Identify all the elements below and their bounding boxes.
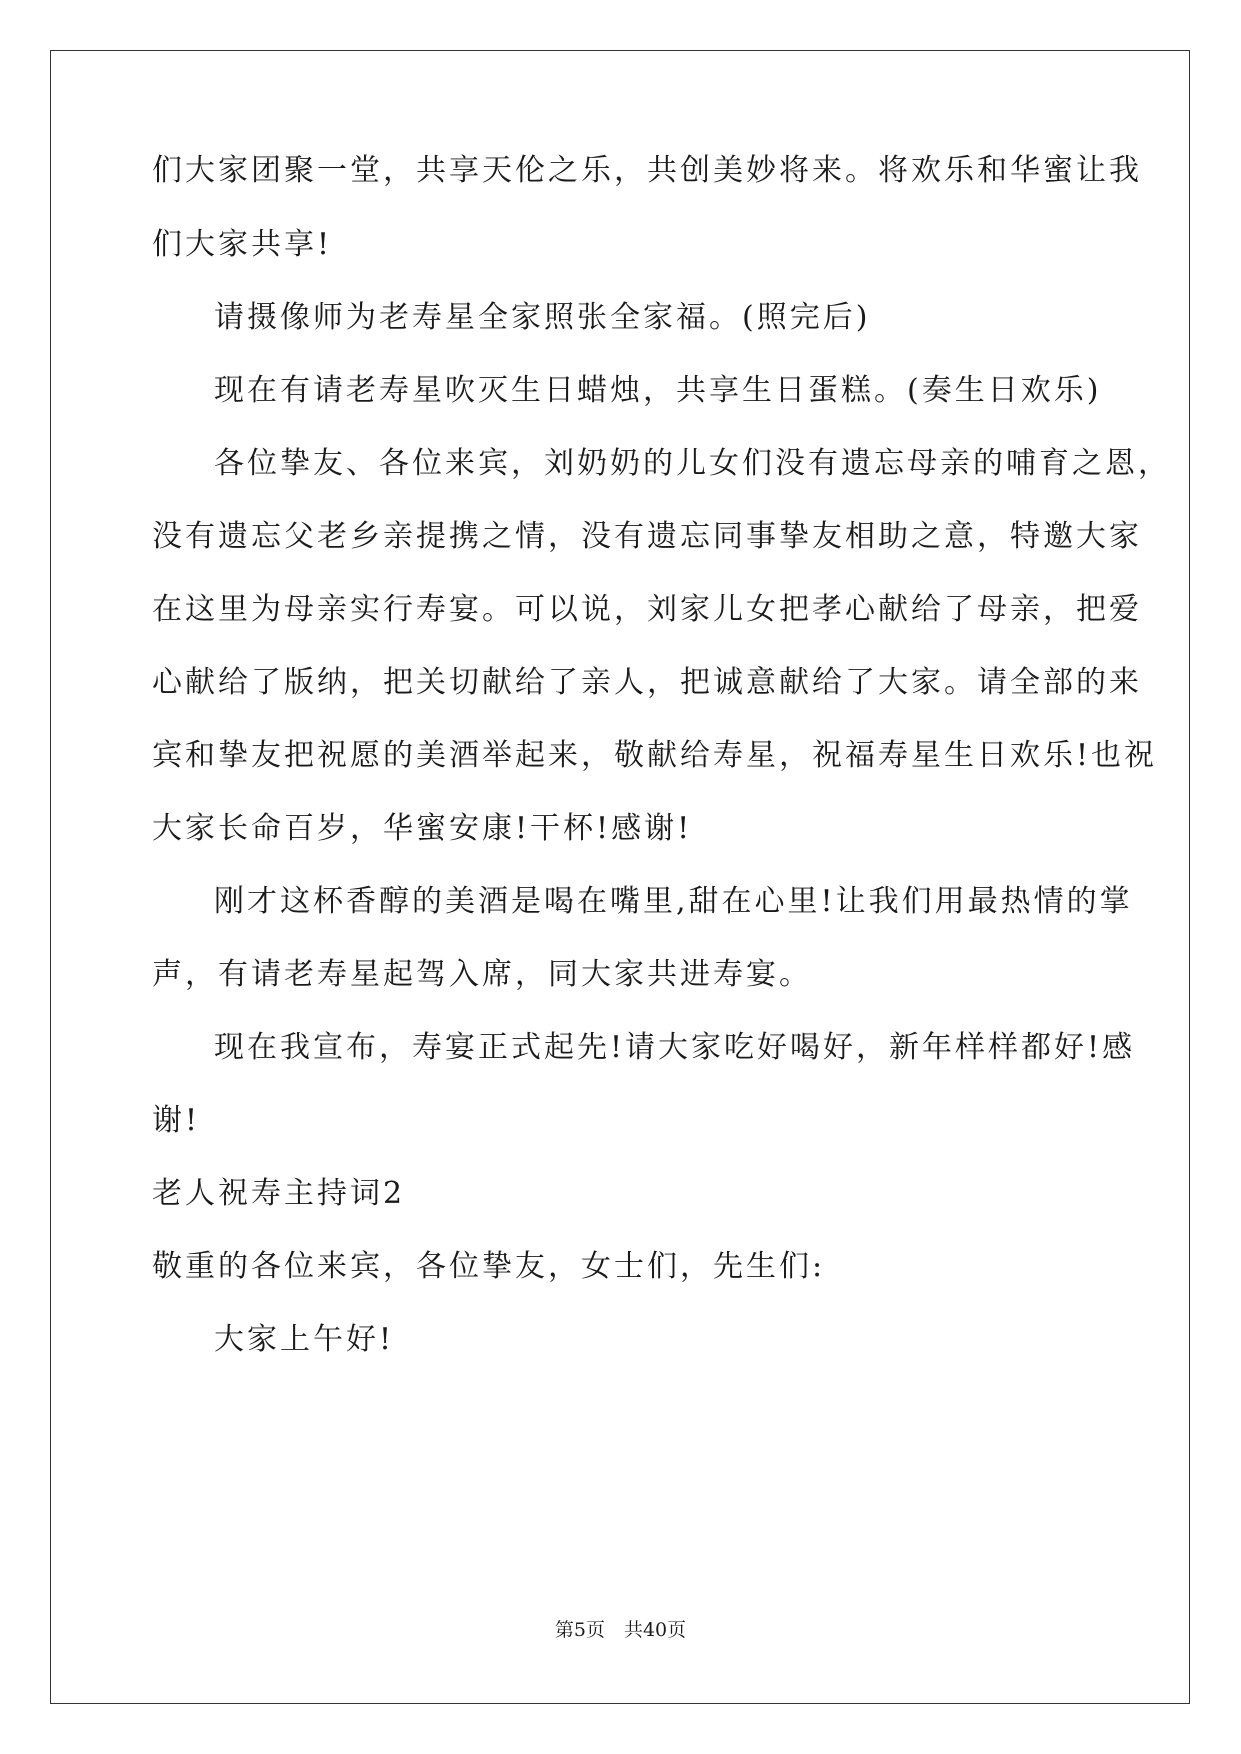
section-heading: 老人祝寿主持词2 — [152, 1176, 406, 1211]
page-footer — [0, 1618, 1241, 1642]
page-number: 第5页 共40页 — [554, 1619, 687, 1641]
text-line: 大家长命百岁，华蜜安康!干杯!感谢! — [152, 811, 693, 846]
salutation: 敬重的各位来宾，各位挚友，女士们，先生们: — [152, 1249, 826, 1284]
text-line: 心献给了版纳，把关切献给了亲人，把诚意献给了大家。请全部的来 — [152, 665, 1142, 700]
text-line: 们大家团聚一堂，共享天伦之乐，共创美妙将来。将欢乐和华蜜让我 — [152, 153, 1142, 188]
text-line: 谢! — [152, 1103, 201, 1138]
text-line: 们大家共享! — [152, 227, 333, 262]
text-line: 各位挚友、各位来宾，刘奶奶的儿女们没有遗忘母亲的哺育之恩， — [214, 446, 1171, 481]
text-line: 声，有请老寿星起驾入席，同大家共进寿宴。 — [152, 957, 812, 992]
text-line: 现在我宣布，寿宴正式起先!请大家吃好喝好，新年样样都好!感 — [214, 1030, 1136, 1065]
text-line: 刚才这杯香醇的美酒是喝在嘴里,甜在心里!让我们用最热情的掌 — [214, 884, 1133, 919]
text-line: 宾和挚友把祝愿的美酒举起来，敬献给寿星，祝福寿星生日欢乐!也祝 — [152, 738, 1158, 773]
text-line: 没有遗忘父老乡亲提携之情，没有遗忘同事挚友相助之意，特邀大家 — [152, 519, 1142, 554]
text-line: 请摄像师为老寿星全家照张全家福。(照完后) — [214, 300, 871, 335]
text-line: 现在有请老寿星吹灭生日蜡烛，共享生日蛋糕。(奏生日欢乐) — [214, 373, 1102, 408]
greeting: 大家上午好! — [214, 1322, 395, 1357]
text-line: 在这里为母亲实行寿宴。可以说，刘家儿女把孝心献给了母亲，把爱 — [152, 592, 1142, 627]
